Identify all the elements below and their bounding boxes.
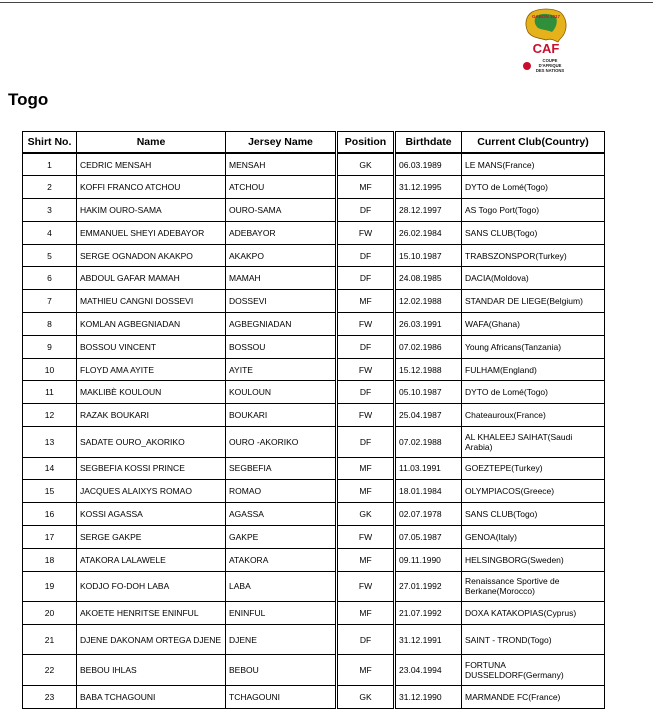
shirt-number-cell: 12 <box>23 404 77 427</box>
current-club-cell: DACIA(Moldova) <box>462 267 605 290</box>
shirt-number-cell: 21 <box>23 624 77 655</box>
table-row <box>23 685 605 708</box>
logo-sub3: DES NATIONS <box>535 68 565 73</box>
table-row <box>23 404 605 427</box>
birthdate-cell: 31.12.1990 <box>395 685 462 708</box>
current-club-cell: Young Africans(Tanzania) <box>462 335 605 358</box>
player-name-cell: RAZAK BOUKARI <box>77 404 226 427</box>
birthdate-cell: 09.11.1990 <box>395 548 462 571</box>
shirt-number-cell: 9 <box>23 335 77 358</box>
logo-sub1: COUPE <box>542 58 558 63</box>
position-cell: FW <box>337 525 395 548</box>
shirt-number-cell: 15 <box>23 480 77 503</box>
current-club-cell: LE MANS(France) <box>462 153 605 176</box>
table-row <box>23 153 605 176</box>
birthdate-cell: 07.02.1986 <box>395 335 462 358</box>
birthdate-cell: 11.03.1991 <box>395 457 462 480</box>
player-name-cell: KOSSI AGASSA <box>77 503 226 526</box>
current-club-cell: STANDAR DE LIEGE(Belgium) <box>462 290 605 313</box>
birthdate-cell: 26.02.1984 <box>395 221 462 244</box>
current-club-cell: AL KHALEEJ SAIHAT(Saudi Arabia) <box>462 427 605 458</box>
jersey-name-cell: SEGBEFIA <box>226 457 337 480</box>
player-name-cell: ABDOUL GAFAR MAMAH <box>77 267 226 290</box>
jersey-name-cell: ATAKORA <box>226 548 337 571</box>
position-cell: DF <box>337 427 395 458</box>
current-club-cell: DYTO de Lomé(Togo) <box>462 176 605 199</box>
table-row <box>23 571 605 602</box>
shirt-number-cell: 1 <box>23 153 77 176</box>
jersey-name-cell: DJENE <box>226 624 337 655</box>
header-shirt-no: Shirt No. <box>23 132 77 154</box>
position-cell: DF <box>337 381 395 404</box>
position-cell: FW <box>337 358 395 381</box>
player-name-cell: EMMANUEL SHEYI ADEBAYOR <box>77 221 226 244</box>
current-club-cell: TRABSZONSPOR(Turkey) <box>462 244 605 267</box>
birthdate-cell: 31.12.1991 <box>395 624 462 655</box>
logo-brand: CAF <box>532 41 560 56</box>
player-name-cell: KODJO FO-DOH LABA <box>77 571 226 602</box>
player-name-cell: BABA TCHAGOUNI <box>77 685 226 708</box>
player-name-cell: MATHIEU CANGNI DOSSEVI <box>77 290 226 313</box>
shirt-number-cell: 11 <box>23 381 77 404</box>
jersey-name-cell: BOSSOU <box>226 335 337 358</box>
position-cell: DF <box>337 244 395 267</box>
table-row <box>23 221 605 244</box>
player-name-cell: SEGBEFIA KOSSI PRINCE <box>77 457 226 480</box>
table-row <box>23 457 605 480</box>
birthdate-cell: 21.07.1992 <box>395 602 462 625</box>
jersey-name-cell: ROMAO <box>226 480 337 503</box>
shirt-number-cell: 18 <box>23 548 77 571</box>
position-cell: DF <box>337 335 395 358</box>
birthdate-cell: 24.08.1985 <box>395 267 462 290</box>
shirt-number-cell: 23 <box>23 685 77 708</box>
position-cell: MF <box>337 548 395 571</box>
player-name-cell: KOMLAN AGBEGNIADAN <box>77 313 226 336</box>
current-club-cell: DOXA KATAKOPIAS(Cyprus) <box>462 602 605 625</box>
shirt-number-cell: 5 <box>23 244 77 267</box>
current-club-cell: FORTUNA DUSSELDORF(Germany) <box>462 655 605 686</box>
jersey-name-cell: KOULOUN <box>226 381 337 404</box>
current-club-cell: AS Togo Port(Togo) <box>462 199 605 222</box>
jersey-name-cell: LABA <box>226 571 337 602</box>
position-cell: MF <box>337 176 395 199</box>
jersey-name-cell: AYITE <box>226 358 337 381</box>
jersey-name-cell: BEBOU <box>226 655 337 686</box>
shirt-number-cell: 6 <box>23 267 77 290</box>
current-club-cell: OLYMPIACOS(Greece) <box>462 480 605 503</box>
header-name: Name <box>77 132 226 154</box>
jersey-name-cell: ADEBAYOR <box>226 221 337 244</box>
player-name-cell: CEDRIC MENSAH <box>77 153 226 176</box>
current-club-cell: DYTO de Lomé(Togo) <box>462 381 605 404</box>
logo-sub2: D'AFRIQUE <box>538 63 562 68</box>
jersey-name-cell: BOUKARI <box>226 404 337 427</box>
current-club-cell: Chateauroux(France) <box>462 404 605 427</box>
shirt-number-cell: 19 <box>23 571 77 602</box>
jersey-name-cell: GAKPE <box>226 525 337 548</box>
jersey-name-cell: AKAKPO <box>226 244 337 267</box>
jersey-name-cell: OURO-SAMA <box>226 199 337 222</box>
position-cell: FW <box>337 404 395 427</box>
jersey-name-cell: TCHAGOUNI <box>226 685 337 708</box>
squad-table <box>22 131 605 709</box>
player-name-cell: BOSSOU VINCENT <box>77 335 226 358</box>
player-name-cell: DJENE DAKONAM ORTEGA DJENE <box>77 624 226 655</box>
position-cell: FW <box>337 221 395 244</box>
header-birthdate: Birthdate <box>395 132 462 154</box>
birthdate-cell: 07.02.1988 <box>395 427 462 458</box>
table-row <box>23 503 605 526</box>
table-header-row <box>23 132 605 154</box>
table-row <box>23 655 605 686</box>
birthdate-cell: 06.03.1989 <box>395 153 462 176</box>
table-row <box>23 480 605 503</box>
birthdate-cell: 28.12.1997 <box>395 199 462 222</box>
position-cell: GK <box>337 503 395 526</box>
table-row <box>23 176 605 199</box>
logo-top-text: GABON 2017 <box>531 14 561 19</box>
shirt-number-cell: 2 <box>23 176 77 199</box>
birthdate-cell: 23.04.1994 <box>395 655 462 686</box>
birthdate-cell: 05.10.1987 <box>395 381 462 404</box>
birthdate-cell: 15.12.1988 <box>395 358 462 381</box>
player-name-cell: AKOETE HENRITSE ENINFUL <box>77 602 226 625</box>
shirt-number-cell: 8 <box>23 313 77 336</box>
player-name-cell: SERGE GAKPE <box>77 525 226 548</box>
birthdate-cell: 26.03.1991 <box>395 313 462 336</box>
jersey-name-cell: DOSSEVI <box>226 290 337 313</box>
jersey-name-cell: ENINFUL <box>226 602 337 625</box>
player-name-cell: HAKIM OURO-SAMA <box>77 199 226 222</box>
position-cell: DF <box>337 624 395 655</box>
shirt-number-cell: 3 <box>23 199 77 222</box>
birthdate-cell: 27.01.1992 <box>395 571 462 602</box>
jersey-name-cell: MAMAH <box>226 267 337 290</box>
position-cell: GK <box>337 685 395 708</box>
table-row <box>23 525 605 548</box>
table-row <box>23 244 605 267</box>
birthdate-cell: 31.12.1995 <box>395 176 462 199</box>
player-name-cell: SERGE OGNADON AKAKPO <box>77 244 226 267</box>
birthdate-cell: 12.02.1988 <box>395 290 462 313</box>
current-club-cell: SAINT - TROND(Togo) <box>462 624 605 655</box>
table-row <box>23 267 605 290</box>
current-club-cell: WAFA(Ghana) <box>462 313 605 336</box>
shirt-number-cell: 4 <box>23 221 77 244</box>
shirt-number-cell: 13 <box>23 427 77 458</box>
table-row <box>23 313 605 336</box>
current-club-cell: SANS CLUB(Togo) <box>462 503 605 526</box>
position-cell: MF <box>337 655 395 686</box>
player-name-cell: MAKLIBÈ KOULOUN <box>77 381 226 404</box>
current-club-cell: GOEZTEPE(Turkey) <box>462 457 605 480</box>
shirt-number-cell: 22 <box>23 655 77 686</box>
jersey-name-cell: AGBEGNIADAN <box>226 313 337 336</box>
table-row <box>23 290 605 313</box>
position-cell: FW <box>337 313 395 336</box>
table-row <box>23 381 605 404</box>
header-position: Position <box>337 132 395 154</box>
team-title: Togo <box>8 90 49 109</box>
table-row <box>23 335 605 358</box>
jersey-name-cell: AGASSA <box>226 503 337 526</box>
shirt-number-cell: 16 <box>23 503 77 526</box>
player-name-cell: ATAKORA LALAWELE <box>77 548 226 571</box>
shirt-number-cell: 17 <box>23 525 77 548</box>
current-club-cell: Renaissance Sportive de Berkane(Morocco) <box>462 571 605 602</box>
birthdate-cell: 15.10.1987 <box>395 244 462 267</box>
current-club-cell: MARMANDE FC(France) <box>462 685 605 708</box>
jersey-name-cell: ATCHOU <box>226 176 337 199</box>
header-jersey-name: Jersey Name <box>226 132 337 154</box>
current-club-cell: SANS CLUB(Togo) <box>462 221 605 244</box>
shirt-number-cell: 10 <box>23 358 77 381</box>
position-cell: MF <box>337 480 395 503</box>
shirt-number-cell: 14 <box>23 457 77 480</box>
player-name-cell: KOFFI FRANCO ATCHOU <box>77 176 226 199</box>
position-cell: MF <box>337 457 395 480</box>
jersey-name-cell: MENSAH <box>226 153 337 176</box>
current-club-cell: GENOA(Italy) <box>462 525 605 548</box>
table-row <box>23 624 605 655</box>
birthdate-cell: 02.07.1978 <box>395 503 462 526</box>
player-name-cell: JACQUES ALAIXYS ROMAO <box>77 480 226 503</box>
position-cell: GK <box>337 153 395 176</box>
table-row <box>23 427 605 458</box>
position-cell: MF <box>337 290 395 313</box>
player-name-cell: BEBOU IHLAS <box>77 655 226 686</box>
birthdate-cell: 07.05.1987 <box>395 525 462 548</box>
table-row <box>23 358 605 381</box>
caf-afcon-logo <box>518 8 574 82</box>
birthdate-cell: 18.01.1984 <box>395 480 462 503</box>
shirt-number-cell: 7 <box>23 290 77 313</box>
jersey-name-cell: OURO -AKORIKO <box>226 427 337 458</box>
current-club-cell: FULHAM(England) <box>462 358 605 381</box>
current-club-cell: HELSINGBORG(Sweden) <box>462 548 605 571</box>
position-cell: DF <box>337 199 395 222</box>
header-current-club: Current Club(Country) <box>462 132 605 154</box>
player-name-cell: SADATE OURO_AKORIKO <box>77 427 226 458</box>
shirt-number-cell: 20 <box>23 602 77 625</box>
position-cell: FW <box>337 571 395 602</box>
table-row <box>23 602 605 625</box>
position-cell: MF <box>337 602 395 625</box>
top-rule <box>0 2 653 3</box>
birthdate-cell: 25.04.1987 <box>395 404 462 427</box>
table-row <box>23 199 605 222</box>
position-cell: DF <box>337 267 395 290</box>
player-name-cell: FLOYD AMA AYITE <box>77 358 226 381</box>
table-row <box>23 548 605 571</box>
